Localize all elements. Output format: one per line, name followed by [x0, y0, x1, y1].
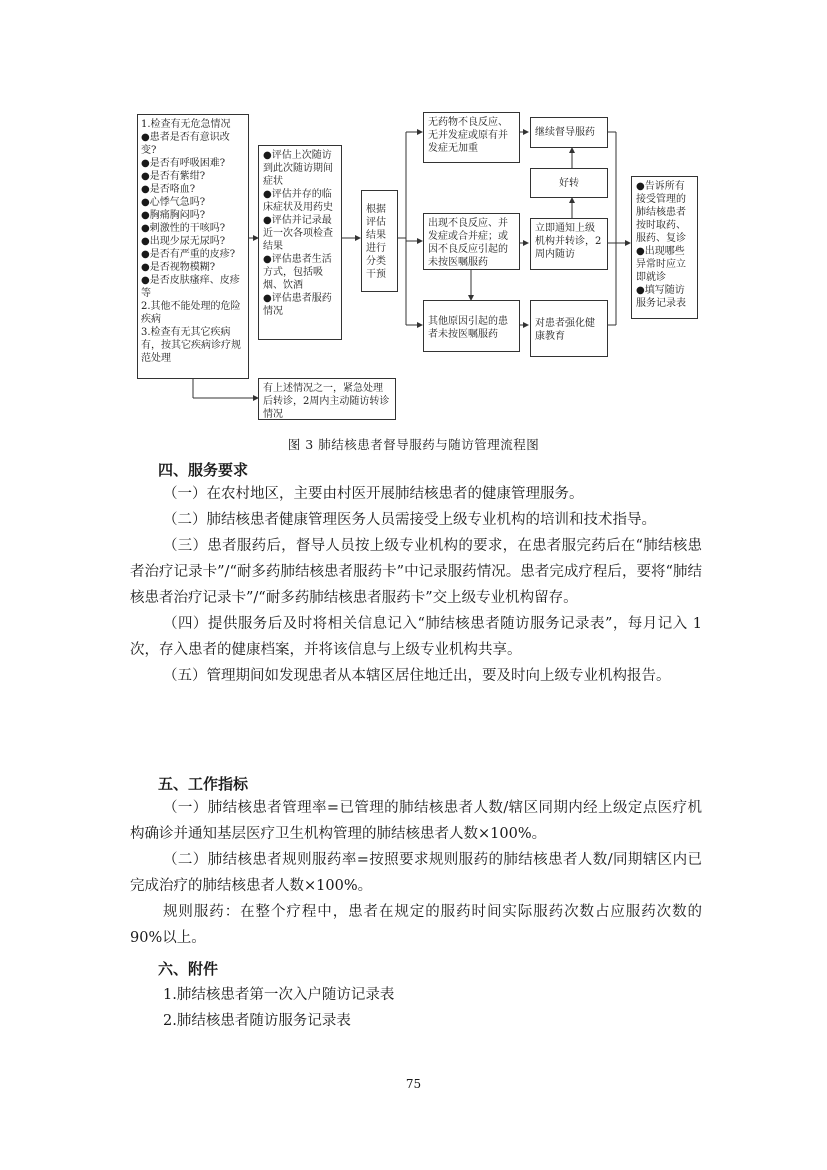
- assess-box: [258, 145, 342, 340]
- section5-item: （二）肺结核患者规则服药率=按照要求规则服药的肺结核患者人数/同期辖区内已完成治疗的肺结核患者人数×100%。: [130, 852, 702, 894]
- section4-heading: 四、服务要求: [158, 461, 249, 479]
- figure-caption: 图 3 肺结核患者督导服药与随访管理流程图: [287, 437, 540, 452]
- assess-line: ●评估患者服药情况: [263, 293, 332, 317]
- action-b-box: [530, 218, 608, 270]
- intervene-box: [361, 190, 398, 292]
- section5-heading: 五、工作指标: [158, 775, 249, 793]
- better-text: 好转: [559, 178, 579, 189]
- section5-item: 规则服药：在整个疗程中，患者在规定的服药时间实际服药次数占应服药次数的 90%以上。: [130, 904, 702, 946]
- check-line: ●是否有严重的皮疹?: [141, 249, 236, 260]
- final-line: ●告诉所有接受管理的肺结核患者按时取药、服药、复诊: [636, 181, 686, 244]
- better-box: [530, 168, 608, 198]
- flowchart: [0, 0, 827, 430]
- emergency-box: [258, 378, 396, 420]
- section5-item: （一）肺结核患者管理率=已管理的肺结核患者人数/辖区同期内经上级定点医疗机构确诊并通知基层医疗卫生机构管理的肺结核患者人数×100%。: [130, 800, 702, 842]
- case-a-box: [423, 112, 520, 163]
- case-b-box: [423, 213, 520, 270]
- check-line: ●胸痛胸闷吗?: [141, 210, 206, 221]
- check-line: ●是否视物模糊?: [141, 262, 216, 273]
- section5-body: [130, 795, 702, 951]
- attachment-item: 2.肺结核患者随访服务记录表: [163, 1013, 351, 1029]
- check-box: [137, 114, 249, 379]
- section6-body: [130, 982, 702, 1034]
- section4-item: （三）患者服药后，督导人员按上级专业机构的要求，在患者服完药后在“肺结核患者治疗记录卡”/“耐多药肺结核患者服药卡”中记录服药情况。患者完成疗程后，要将“肺结核患者治疗记录卡”/“耐多药肺结核患者服药卡”交上级专业机构留存。: [130, 538, 702, 606]
- section4-item: （一）在农村地区，主要由村医开展肺结核患者的健康管理服务。: [163, 486, 584, 502]
- case-c-text: 其他原因引起的患者未按医嘱服药: [428, 316, 508, 340]
- final-line: ●填写随访服务记录表: [636, 285, 686, 309]
- assess-line: ●评估并存的临床症状及用药史: [263, 189, 333, 213]
- page-number: 75: [405, 1077, 422, 1091]
- emergency-text: 有上述情况之一，紧急处理后转诊，2周内主动随访转诊情况: [263, 383, 390, 420]
- section6-heading: 六、附件: [158, 960, 219, 978]
- check-line: 1.检查有无危急情况: [141, 119, 231, 130]
- case-b-text: 出现不良反应、并发症或合并症；或因不良反应引起的未按医嘱服药: [428, 218, 508, 268]
- assess-line: ●评估上次随访到此次随访期间症状: [263, 150, 333, 187]
- check-line: 2.其他不能处理的危险疾病: [141, 301, 241, 325]
- action-b-text: 立即通知上级机构并转诊，2周内随访: [535, 223, 602, 260]
- final-box: [631, 176, 698, 319]
- attachment-item: 1.肺结核患者第一次入户随访记录表: [163, 987, 395, 1003]
- action-a-box: [530, 117, 608, 148]
- final-line: ●出现哪些异常时应立即就诊: [636, 246, 686, 283]
- assess-line: ●评估患者生活方式，包括吸烟、饮酒: [263, 254, 332, 291]
- check-line: ●是否有呼吸困难?: [141, 158, 226, 169]
- check-line: ●出现少尿无尿吗?: [141, 236, 226, 247]
- action-c-box: [530, 300, 608, 357]
- section4-item: （四）提供服务后及时将相关信息记入“肺结核患者随访服务记录表”，每月记入 1 次，存入患者的健康档案，并将该信息与上级专业机构共享。: [130, 616, 702, 658]
- check-line: ●是否咯血?: [141, 184, 196, 195]
- case-a-text: 无药物不良反应、无并发症或原有并发症无加重: [428, 117, 508, 154]
- action-a-text: 继续督导服药: [535, 127, 595, 138]
- flowchart-arrows: [0, 0, 827, 430]
- check-line: ●是否皮肤瘙痒、皮疹等: [141, 275, 240, 299]
- check-line: 3.检查有无其它疾病有，按其它疾病诊疗规范处理: [141, 327, 241, 364]
- intervene-text: 根据评估结果进行分类干预: [366, 204, 386, 280]
- action-c-text: 对患者强化健康教育: [535, 318, 595, 342]
- section4-body: [130, 481, 702, 689]
- assess-line: ●评估并记录最近一次各项检查结果: [263, 215, 333, 252]
- case-c-box: [423, 300, 520, 352]
- section4-item: （二）肺结核患者健康管理医务人员需接受上级专业机构的培训和技术指导。: [163, 512, 656, 528]
- check-line: ●患者是否有意识改变?: [141, 132, 230, 156]
- section4-item: （五）管理期间如发现患者从本辖区居住地迁出，要及时向上级专业机构报告。: [163, 668, 671, 684]
- check-line: ●心悸气急吗?: [141, 197, 206, 208]
- check-line: ●是否有紫绀?: [141, 171, 206, 182]
- check-line: ●剌激性的干咳吗?: [141, 223, 226, 234]
